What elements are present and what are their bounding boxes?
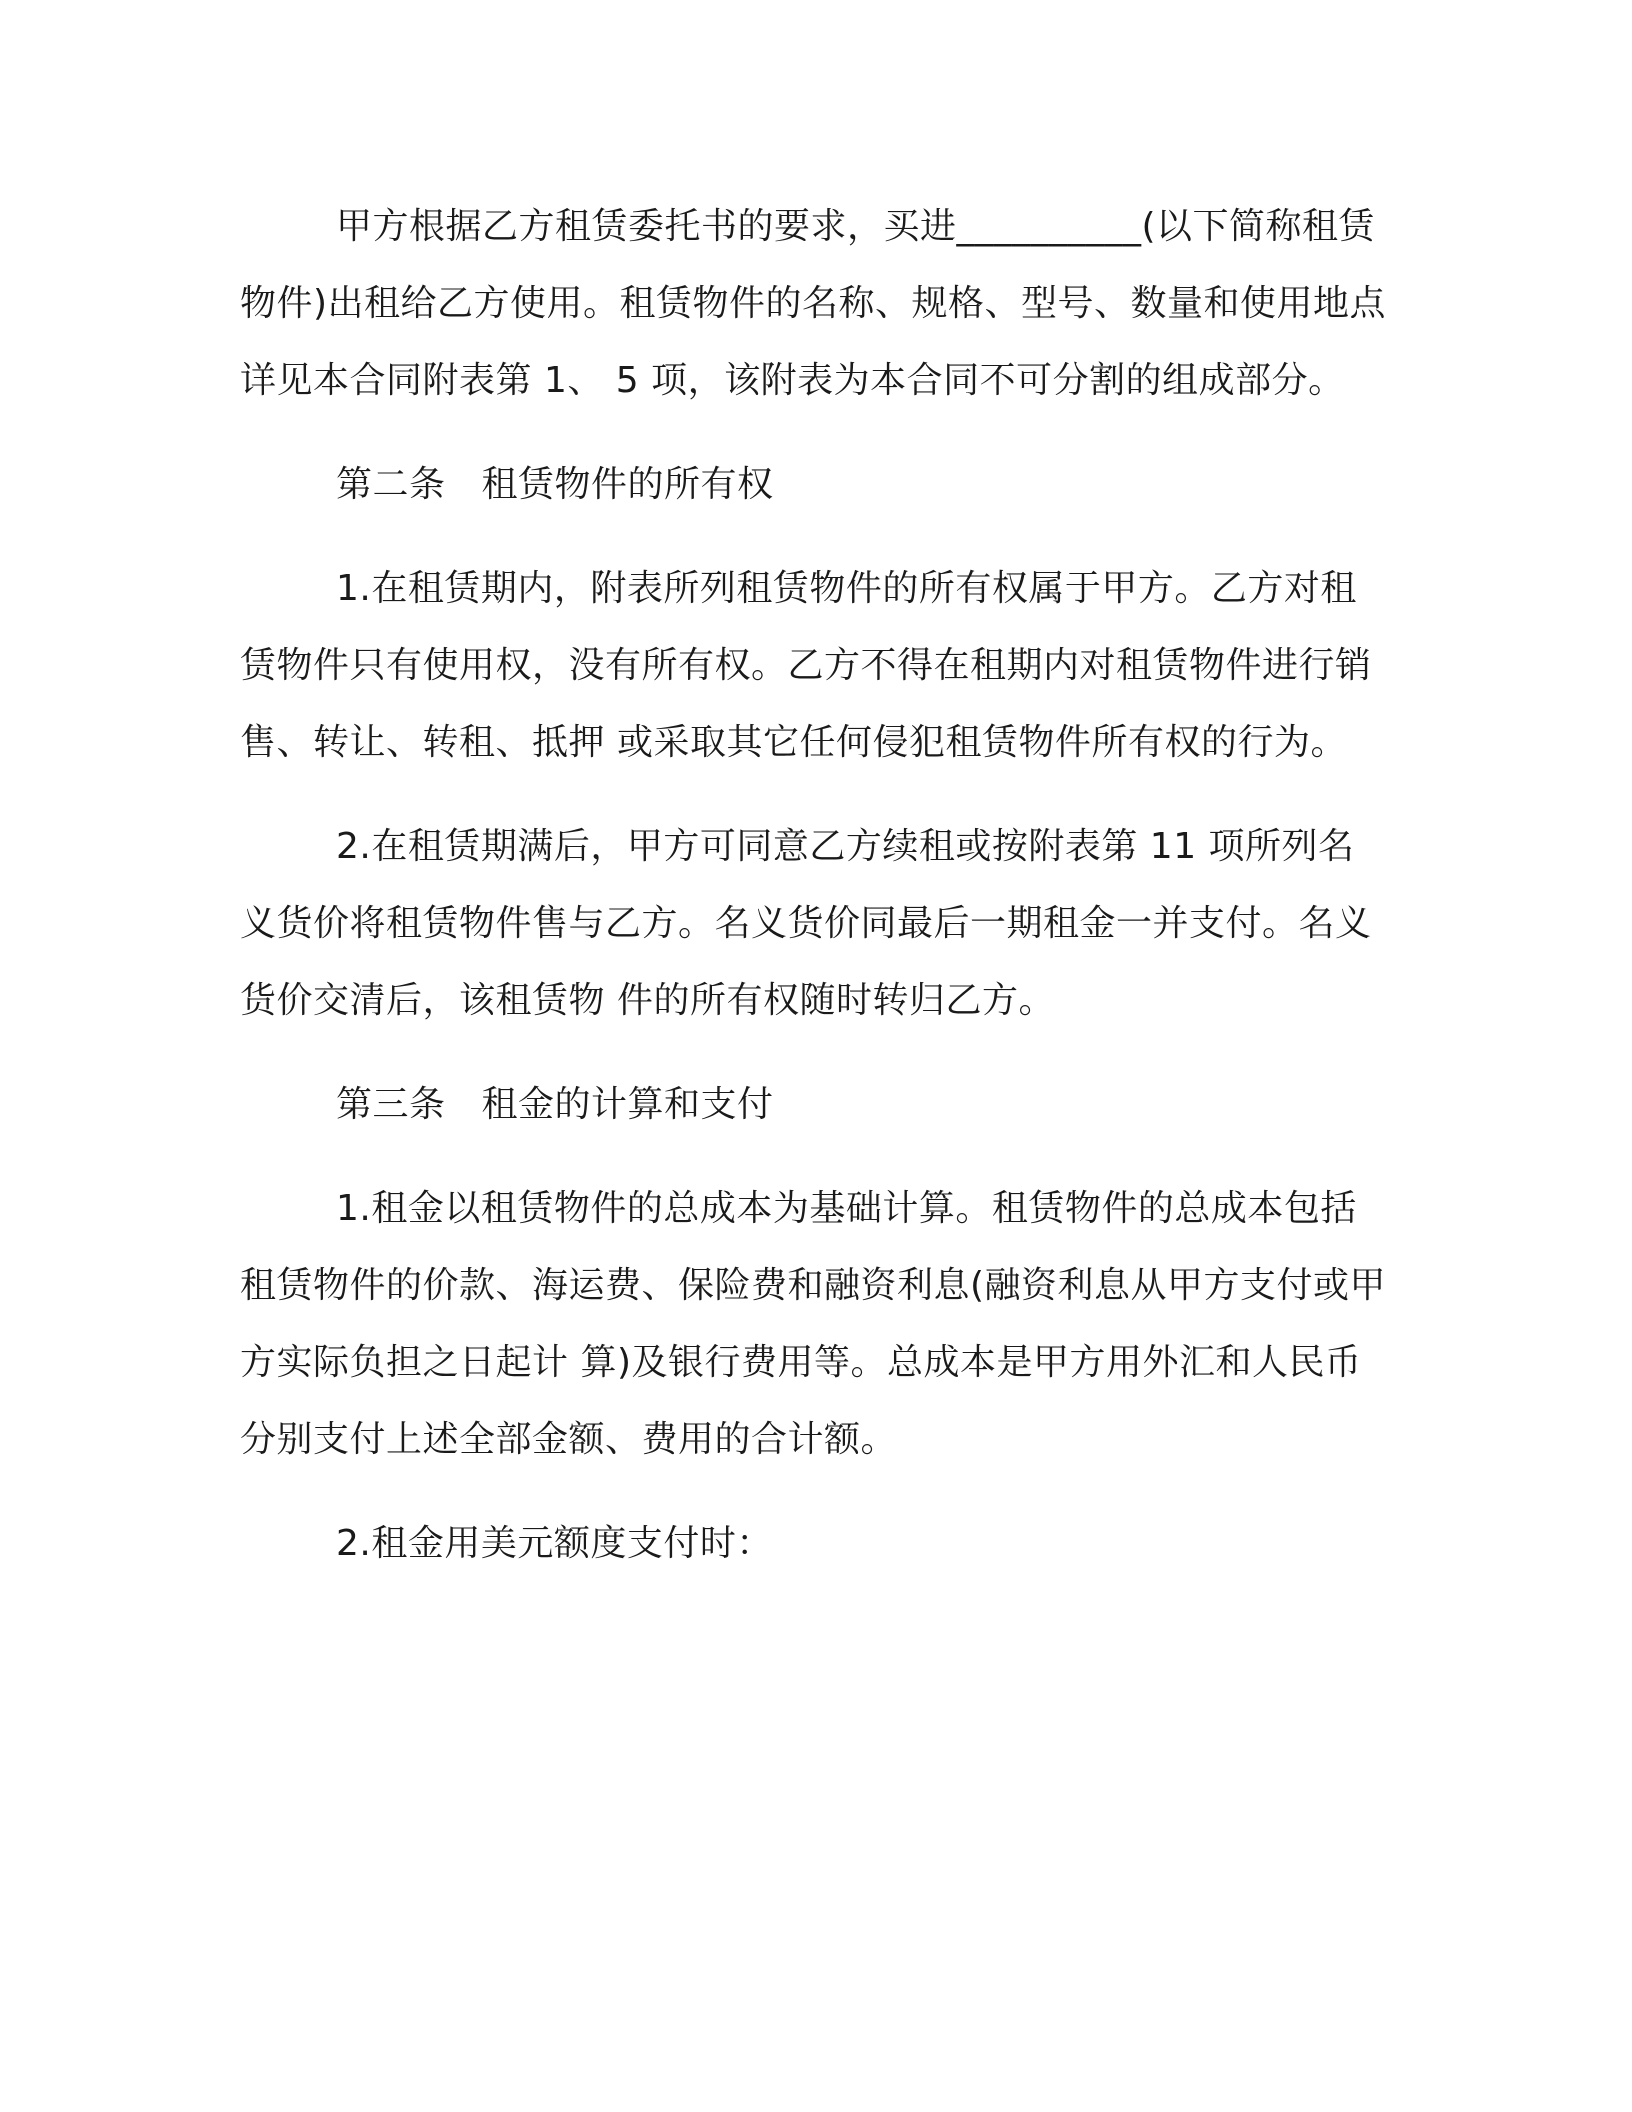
article-number: 第二条 (336, 464, 446, 505)
paragraph-lease-object: 甲方根据乙方租赁委托书的要求，买进__________(以下简称租赁物件)出租给乙方使用。租赁物件的名称、规格、型号、数量和使用地点详见本合同附表第 1、 5 项，该附表为本合同不可分割的组成部分。 (240, 206, 1387, 401)
document-body (240, 188, 1390, 1609)
article-number: 第三条 (336, 1084, 446, 1125)
article-title: 租金的计算和支付 (481, 1084, 774, 1125)
article-2-clause-1: 1.在租赁期内，附表所列租赁物件的所有权属于甲方。乙方对租赁物件只有使用权，没有所有权。乙方不得在租期内对租赁物件进行销售、转让、转租、抵押 或采取其它任何侵犯租赁物件所有权的行为。 (240, 568, 1372, 763)
article-2-clause-2: 2.在租赁期满后，甲方可同意乙方续租或按附表第 11 项所列名义货价将租赁物件售与乙方。名义货价同最后一期租金一并支付。名义货价交清后，该租赁物 件的所有权随时转归乙方。 (240, 826, 1372, 1021)
article-3-clause-2: 2.租金用美元额度支付时： (336, 1523, 773, 1564)
article-3-heading (240, 1066, 1390, 1143)
article-2-heading (240, 446, 1390, 523)
article-title: 租赁物件的所有权 (481, 464, 774, 505)
article-3-clause-1: 1.租金以租赁物件的总成本为基础计算。租赁物件的总成本包括租赁物件的价款、海运费、保险费和融资利息(融资利息从甲方支付或甲方实际负担之日起计 算)及银行费用等。总成本是甲方用外汇和人民币分别支付上述全部金额、费用的合计额。 (240, 1188, 1387, 1460)
